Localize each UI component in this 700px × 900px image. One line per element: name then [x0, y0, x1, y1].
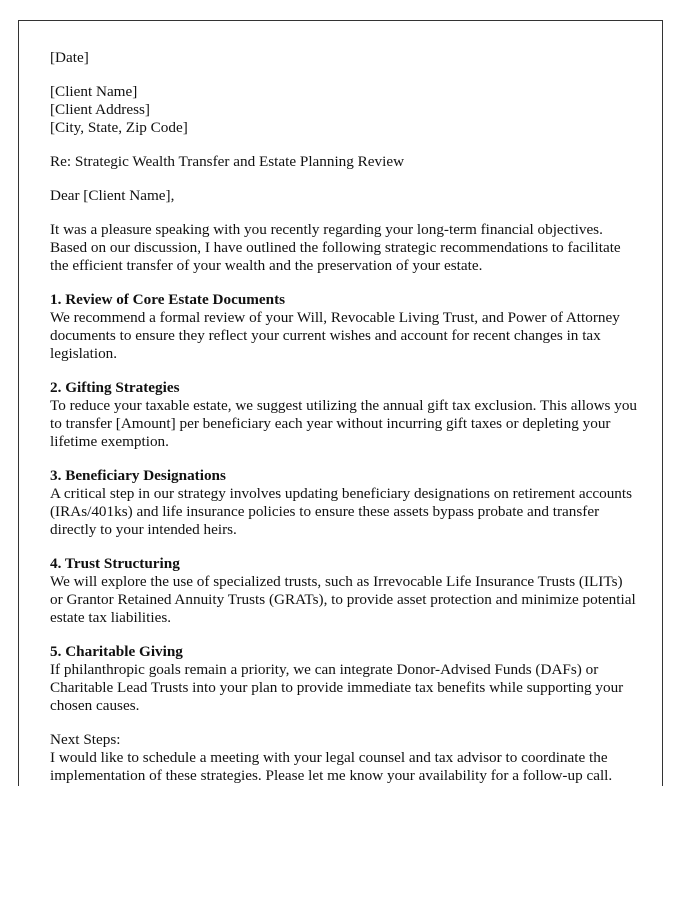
letter-date: [Date] [50, 49, 89, 66]
section [50, 555, 638, 627]
section-body: If philanthropic goals remain a priority, we can integrate Donor-Advised Funds (DAFs) or Charitable Lead Trusts into your plan to provide immediate tax benefits while supporting your chosen causes. [50, 661, 624, 714]
section-body: We recommend a formal review of your Will, Revocable Living Trust, and Power of Attorney documents to ensure they reflect your current wishes and account for recent changes in tax legislation. [50, 309, 620, 362]
next-steps [50, 731, 638, 785]
next-steps-body: I would like to schedule a meeting with your legal counsel and tax advisor to coordinate the implementation of these strategies. Please let me know your availability for a follow-up call. [50, 749, 613, 784]
subject-line: Re: Strategic Wealth Transfer and Estate Planning Review [50, 153, 405, 170]
recipient-block [50, 83, 638, 137]
section-body: To reduce your taxable estate, we suggest utilizing the annual gift tax exclusion. This allows you to transfer [Amount] per beneficiary each year without incurring gift taxes or depleting your lifetime exemption. [50, 397, 638, 450]
recipient-city: [City, State, Zip Code] [50, 119, 188, 136]
recipient-address: [Client Address] [50, 101, 150, 118]
intro-paragraph: It was a pleasure speaking with you recently regarding your long-term financial objectives. Based on our discussion, I have outlined the following strategic recommendations to facilitate the efficient transfer of your wealth and the preservation of your estate. [50, 221, 621, 274]
section-body: A critical step in our strategy involves updating beneficiary designations on retirement accounts (IRAs/401ks) and life insurance policies to ensure these assets bypass probate and transfer directly to your intended heirs. [50, 485, 633, 538]
section-heading: 1. Review of Core Estate Documents [50, 291, 286, 308]
section-body: We will explore the use of specialized trusts, such as Irrevocable Life Insurance Trusts (ILITs) or Grantor Retained Annuity Trusts (GRATs), to provide asset protection and minimize potential estate tax liabilities. [50, 573, 636, 626]
section [50, 467, 638, 539]
section-heading: 5. Charitable Giving [50, 643, 183, 660]
section [50, 291, 638, 363]
section [50, 379, 638, 451]
letter-page [18, 20, 663, 786]
next-steps-label: Next Steps: [50, 731, 121, 748]
section-heading: 2. Gifting Strategies [50, 379, 180, 396]
salutation: Dear [Client Name], [50, 187, 175, 204]
recipient-name: [Client Name] [50, 83, 138, 100]
section-heading: 3. Beneficiary Designations [50, 467, 226, 484]
section [50, 643, 638, 715]
section-heading: 4. Trust Structuring [50, 555, 180, 572]
